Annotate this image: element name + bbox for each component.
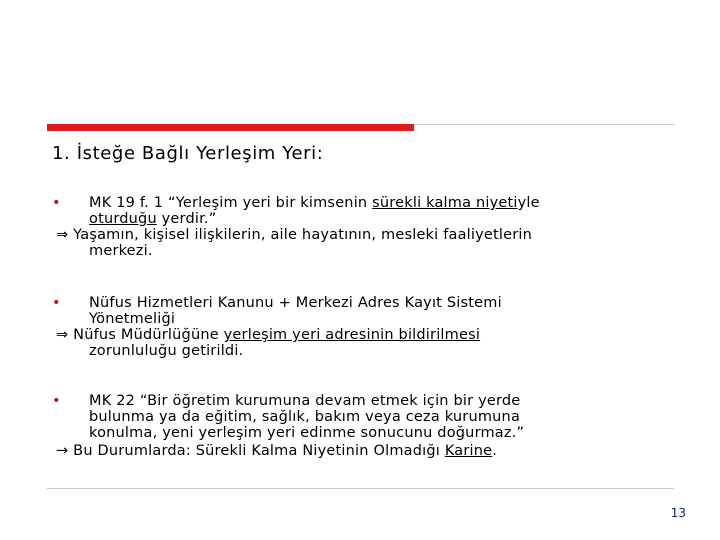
bullet-icon: • (52, 295, 61, 311)
title-rule (414, 124, 674, 125)
slide-title: 1. İsteğe Bağlı Yerleşim Yeri: (52, 143, 324, 164)
title-accent-bar (47, 124, 414, 131)
block-3-line-1: MK 22 “Bir öğretim kurumuna devam etmek için bir yerde (89, 393, 521, 409)
bullet-icon: • (52, 393, 61, 409)
footer-rule (47, 488, 674, 489)
page-number: 13 (670, 506, 686, 520)
block-2-line-2: Yönetmeliği (89, 311, 176, 327)
right-arrow-icon: → (56, 443, 69, 459)
bullet-icon: • (52, 195, 61, 211)
implies-arrow-icon: ⇒ (56, 227, 69, 243)
implies-arrow-icon: ⇒ (56, 327, 69, 343)
block-3-line-2: bulunma ya da eğitim, sağlık, bakım veya ceza kurumuna (89, 409, 521, 425)
block-3-line-4: → Bu Durumlarda: Sürekli Kalma Niyetinin Olmadığı Karine. (56, 443, 498, 459)
block-3-line-3: konulma, yeni yerleşim yeri edinme sonucunu doğurmaz.” (89, 425, 525, 441)
block-1-line-2: oturduğu yerdir.” (89, 211, 217, 227)
block-1-line-1: MK 19 f. 1 “Yerleşim yeri bir kimsenin sürekli kalma niyetiyle (89, 195, 540, 211)
block-1-line-4: merkezi. (89, 243, 153, 259)
block-2-line-4: zorunluluğu getirildi. (89, 343, 244, 359)
block-2-line-1: Nüfus Hizmetleri Kanunu + Merkezi Adres Kayıt Sistemi (89, 295, 502, 311)
block-2-line-3: ⇒ Nüfus Müdürlüğüne yerleşim yeri adresinin bildirilmesi (56, 327, 481, 343)
block-1-line-3: ⇒ Yaşamın, kişisel ilişkilerin, aile hayatının, mesleki faaliyetlerin (56, 227, 533, 243)
